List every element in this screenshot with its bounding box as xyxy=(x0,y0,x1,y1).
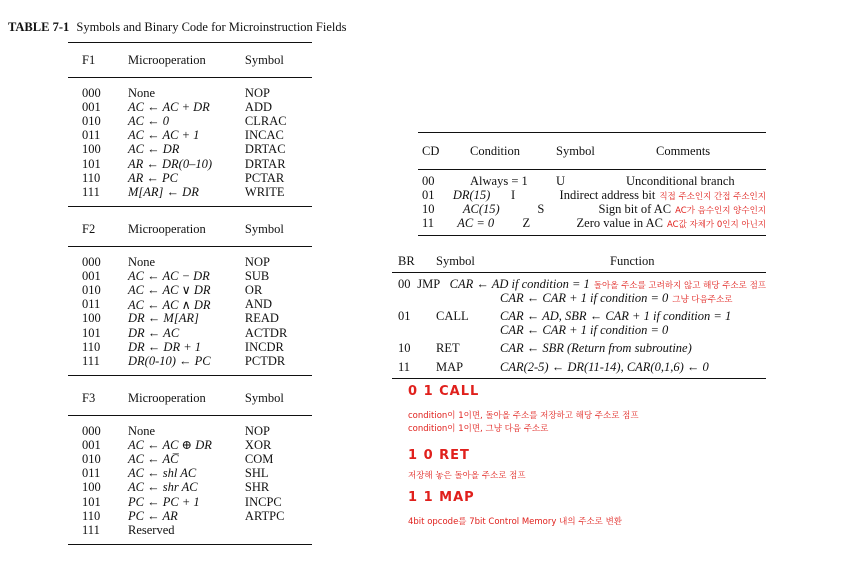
br-code: 10 xyxy=(398,341,411,356)
br-korean-note: 돌아올 주소를 고려하지 않고 해당 주소로 점프 xyxy=(593,280,766,291)
f1-microoperation: AC ← AC + DR xyxy=(128,99,210,114)
annotation-call-line-1: condition이 1이면, 돌아올 주소를 저장하고 해당 주소로 점프 xyxy=(408,411,639,421)
br-korean-note: 그냥 다음주소로 xyxy=(672,294,733,305)
cd-condition: AC(15) xyxy=(462,201,500,216)
f2-symbol-header: Symbol xyxy=(244,221,284,236)
br-function: CAR ← AD, SBR ← CAR + 1 if condition = 1 xyxy=(500,308,732,323)
f2-microoperation: DR ← AC xyxy=(128,325,180,340)
f1-symbol: INCAC xyxy=(244,128,284,143)
f2-row xyxy=(68,283,312,297)
f2-row xyxy=(68,340,312,354)
f1-row xyxy=(68,100,312,114)
f3-header xyxy=(68,381,312,416)
f3-row xyxy=(68,438,312,452)
f3-symbol: ARTPC xyxy=(244,508,285,523)
f3-microoperation: PC ← AR xyxy=(128,508,178,523)
f2-code: 111 xyxy=(82,353,100,368)
br-function-cell xyxy=(500,291,766,306)
f1-code: 101 xyxy=(82,156,101,171)
cd-comment: Indirect address bit xyxy=(559,187,656,202)
cd-comment-cell xyxy=(589,202,767,217)
br-function: CAR ← AD if condition = 1 xyxy=(449,276,590,291)
f3-row xyxy=(68,424,312,438)
f2-code: 010 xyxy=(82,282,101,297)
f3-code: 000 xyxy=(82,423,101,438)
br-function-cell xyxy=(500,309,766,324)
annotation-map-line-1: 4bit opcode를 7bit Control Memory 내의 주소로 변환 xyxy=(408,517,622,527)
cd-korean-note: AC값 자체가 0인지 아닌지 xyxy=(666,220,766,231)
f1-microoperation: None xyxy=(128,85,156,100)
cd-comment-cell xyxy=(616,174,766,189)
f1-symbol: DRTAC xyxy=(244,142,286,157)
f2-microoperation-header: Microoperation xyxy=(128,221,206,236)
f2-symbol: SUB xyxy=(244,268,270,283)
br-table xyxy=(392,250,766,379)
br-symbol-col-header: Symbol xyxy=(436,253,475,268)
annotation-ret-line-1: 저장해 놓은 돌아올 주소로 점프 xyxy=(408,471,526,481)
f2-symbol: AND xyxy=(244,297,273,312)
cd-symbol: S xyxy=(537,201,545,216)
f2-microoperation: None xyxy=(128,254,156,269)
f2-symbol: PCTDR xyxy=(244,353,286,368)
f3-row xyxy=(68,523,312,537)
br-symbol: MAP xyxy=(436,359,464,374)
f1-symbol: ADD xyxy=(244,99,273,114)
f3-row xyxy=(68,467,312,481)
f1-code: 100 xyxy=(82,142,101,157)
f3-code: 101 xyxy=(82,494,101,509)
cd-row xyxy=(418,188,766,202)
cd-code: 10 xyxy=(422,201,435,216)
cd-header xyxy=(418,132,766,170)
f2-row xyxy=(68,326,312,340)
br-code: 11 xyxy=(398,359,411,374)
f1-code: 110 xyxy=(82,170,101,185)
cd-condition: Always = 1 xyxy=(470,173,528,188)
f3-row xyxy=(68,509,312,523)
cd-row xyxy=(418,174,766,188)
f1-code: 011 xyxy=(82,128,101,143)
br-function: CAR ← CAR + 1 if condition = 0 xyxy=(500,323,669,338)
f2-row xyxy=(68,354,312,368)
f2-code: 110 xyxy=(82,339,101,354)
br-row xyxy=(392,324,766,338)
table-caption: Symbols and Binary Code for Microinstruction Fields xyxy=(76,20,347,34)
f3-code: 110 xyxy=(82,508,101,523)
cd-code: 00 xyxy=(422,173,435,188)
cd-condition: AC = 0 xyxy=(457,216,495,231)
f3-microoperation: AC ← AC̅ xyxy=(128,451,179,466)
f2-row xyxy=(68,255,312,269)
br-col-header: BR xyxy=(398,253,415,268)
f3-row xyxy=(68,481,312,495)
f1-row xyxy=(68,129,312,143)
f2-code: 101 xyxy=(82,325,101,340)
br-row xyxy=(392,291,766,305)
f2-row xyxy=(68,269,312,283)
f2-symbol: OR xyxy=(244,282,263,297)
f3-code: 010 xyxy=(82,451,101,466)
f2-field-name: F2 xyxy=(82,221,96,236)
br-function-cell xyxy=(500,323,766,338)
f3-symbol: COM xyxy=(244,451,274,466)
f3-table xyxy=(68,381,312,545)
f1-symbol: WRITE xyxy=(244,184,285,199)
f1-microoperation: M[AR] ← DR xyxy=(128,184,199,199)
br-function-cell xyxy=(500,341,766,356)
f1-row xyxy=(68,185,312,199)
f1-symbol: CLRAC xyxy=(244,113,287,128)
f1-microoperation-header: Microoperation xyxy=(128,52,206,67)
f1-microoperation: AC ← AC + 1 xyxy=(128,128,200,143)
f2-code: 100 xyxy=(82,311,101,326)
f1-microoperation: AR ← DR(0–10) xyxy=(128,156,213,171)
f3-row xyxy=(68,452,312,466)
f1-microoperation: AC ← 0 xyxy=(128,113,169,128)
f2-microoperation: DR(0-10) ← PC xyxy=(128,353,211,368)
f2-symbol: INCDR xyxy=(244,339,284,354)
cd-comment: Unconditional branch xyxy=(626,173,735,188)
f2-microoperation: AC ← AC ∨ DR xyxy=(128,283,211,298)
cd-symbol: U xyxy=(556,173,566,188)
f3-microoperation: Reserved xyxy=(128,522,175,537)
cd-korean-note: 직접 주소인지 간접 주소인지 xyxy=(659,191,766,202)
annotation-call-line-2: condition이 1이면, 그냥 다음 주소로 xyxy=(408,424,549,434)
br-row xyxy=(392,342,766,356)
f2-rows xyxy=(68,247,312,376)
f2-row xyxy=(68,312,312,326)
f1-code: 001 xyxy=(82,99,101,114)
f1-microoperation: AR ← PC xyxy=(128,170,178,185)
br-function: CAR(2-5) ← DR(11-14), CAR(0,1,6) ← 0 xyxy=(500,359,709,374)
cd-row xyxy=(418,202,766,216)
table-title xyxy=(8,20,347,35)
f2-microoperation: AC ← AC − DR xyxy=(128,268,210,283)
function-col-header: Function xyxy=(610,253,655,268)
br-symbol: CALL xyxy=(436,308,469,323)
cd-comment-cell xyxy=(567,216,766,231)
br-function: CAR ← SBR (Return from subroutine) xyxy=(500,341,692,356)
f3-symbol: NOP xyxy=(244,423,270,438)
f3-code: 100 xyxy=(82,480,101,495)
f1-microoperation: AC ← DR xyxy=(128,142,180,157)
f3-code: 111 xyxy=(82,522,100,537)
br-symbol: RET xyxy=(436,341,460,356)
f3-code: 011 xyxy=(82,466,101,481)
br-row xyxy=(392,360,766,374)
comments-col-header: Comments xyxy=(656,143,711,158)
f2-header xyxy=(68,212,312,247)
f3-field-name: F3 xyxy=(82,390,96,405)
br-row xyxy=(392,309,766,323)
br-code: 01 xyxy=(398,308,411,323)
f1-symbol: NOP xyxy=(244,85,270,100)
br-header xyxy=(392,250,766,273)
cd-col-header: CD xyxy=(422,143,440,158)
f2-symbol: NOP xyxy=(244,254,270,269)
f3-code: 001 xyxy=(82,437,101,452)
f1-table xyxy=(68,42,312,207)
f3-row xyxy=(68,495,312,509)
cd-comment-cell xyxy=(550,188,766,203)
f3-microoperation: PC ← PC + 1 xyxy=(128,494,200,509)
f1-rows xyxy=(68,78,312,207)
cd-comment: Zero value in AC xyxy=(576,216,663,231)
f3-microoperation: AC ← shr AC xyxy=(128,480,198,495)
f2-microoperation: DR ← M[AR] xyxy=(128,311,199,326)
f2-microoperation: AC ← AC ∧ DR xyxy=(128,297,211,312)
br-row xyxy=(392,277,766,291)
f2-symbol: ACTDR xyxy=(244,325,288,340)
f3-symbol: INCPC xyxy=(244,494,282,509)
cd-code: 11 xyxy=(422,216,435,231)
f1-symbol: PCTAR xyxy=(244,170,285,185)
f2-code: 001 xyxy=(82,268,101,283)
table-number: TABLE 7-1 xyxy=(8,20,70,34)
f3-rows xyxy=(68,416,312,545)
f1-code: 000 xyxy=(82,85,101,100)
f2-symbol: READ xyxy=(244,311,279,326)
br-function: CAR ← CAR + 1 if condition = 0 xyxy=(500,290,669,305)
f3-symbol: SHL xyxy=(244,466,269,481)
f3-symbol: SHR xyxy=(244,480,270,495)
f1-field-name: F1 xyxy=(82,52,96,67)
f1-row xyxy=(68,114,312,128)
f3-microoperation: None xyxy=(128,423,156,438)
f1-code: 111 xyxy=(82,184,100,199)
f2-code: 011 xyxy=(82,297,101,312)
cd-code: 01 xyxy=(422,187,435,202)
f3-microoperation: AC ← shl AC xyxy=(128,466,197,481)
f1-row xyxy=(68,86,312,100)
f2-microoperation: DR ← DR + 1 xyxy=(128,339,202,354)
f1-row xyxy=(68,143,312,157)
f1-row xyxy=(68,171,312,185)
cd-condition: DR(15) xyxy=(452,187,491,202)
annotation-map-title: 1 1 MAP xyxy=(408,490,475,505)
symbol-col-header: Symbol xyxy=(556,143,595,158)
f2-row xyxy=(68,298,312,312)
br-symbol: JMP xyxy=(417,276,441,291)
f2-code: 000 xyxy=(82,254,101,269)
f1-symbol-header: Symbol xyxy=(244,52,284,67)
f3-symbol-header: Symbol xyxy=(244,390,284,405)
f2-table xyxy=(68,212,312,376)
annotation-ret-title: 1 0 RET xyxy=(408,448,470,463)
f1-symbol: DRTAR xyxy=(244,156,286,171)
br-rows xyxy=(392,273,766,379)
f1-header xyxy=(68,43,312,78)
br-function-cell xyxy=(450,277,766,292)
f1-code: 010 xyxy=(82,113,101,128)
annotation-call-title: 0 1 CALL xyxy=(408,384,480,399)
condition-col-header: Condition xyxy=(470,143,521,158)
cd-korean-note: AC가 음수인지 양수인지 xyxy=(675,205,766,216)
br-function-cell xyxy=(500,360,766,375)
f3-microoperation: AC ← AC ⊕ DR xyxy=(128,438,212,453)
br-code: 00 xyxy=(398,276,411,291)
cd-comment: Sign bit of AC xyxy=(598,201,672,216)
cd-symbol: Z xyxy=(522,216,531,231)
f3-symbol: XOR xyxy=(244,437,272,452)
cd-table xyxy=(418,132,766,236)
cd-rows xyxy=(418,170,766,236)
f3-microoperation-header: Microoperation xyxy=(128,390,206,405)
f1-row xyxy=(68,157,312,171)
cd-symbol: I xyxy=(510,187,516,202)
cd-row xyxy=(418,217,766,231)
